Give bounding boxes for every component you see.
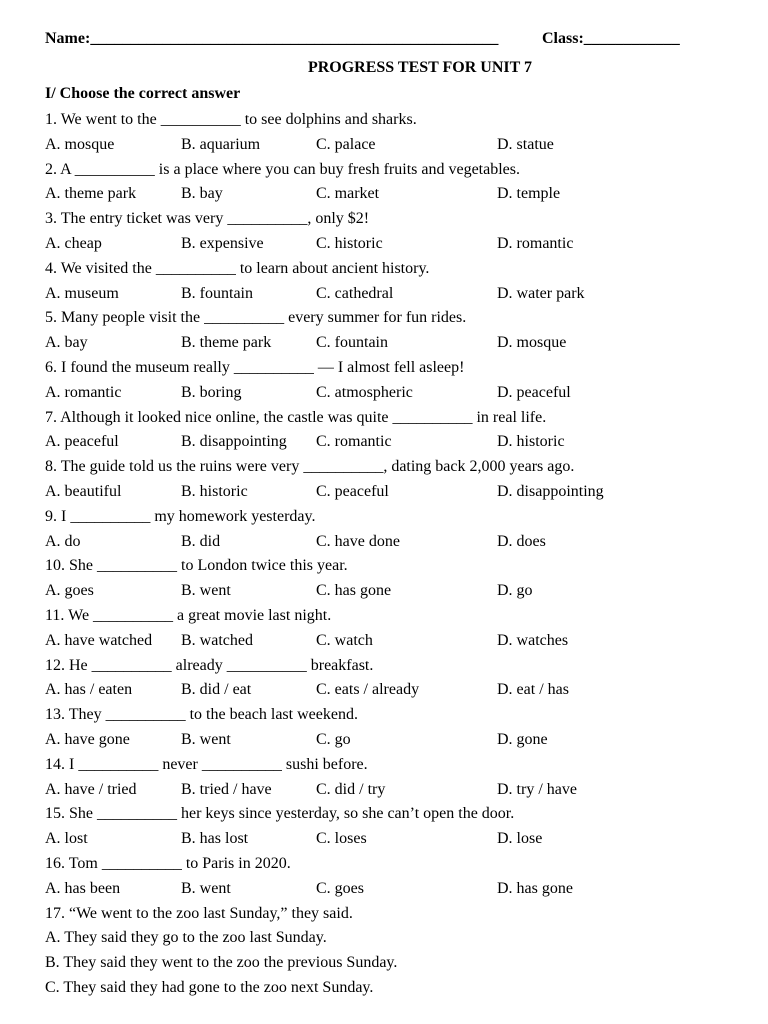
answer-option-a: A. peaceful: [45, 433, 119, 451]
answer-option-a: A. has / eaten: [45, 681, 133, 699]
question-text: 7. Although it looked nice online, the castle was quite __________ in real life.: [45, 408, 547, 426]
answer-option-d: D. romantic: [497, 234, 574, 252]
answer-option-b: B. did: [181, 532, 221, 550]
question-text: 13. They __________ to the beach last weekend.: [45, 706, 358, 724]
answer-option-b: B. disappointing: [181, 433, 287, 451]
question-14: [45, 753, 728, 803]
answer-options: [45, 728, 728, 753]
answer-option-d: D. disappointing: [497, 482, 604, 500]
answer-option-b: B. has lost: [181, 830, 249, 848]
answer-option-a: A. have / tried: [45, 780, 137, 798]
answer-options: [45, 778, 728, 803]
answer-option-d: D. try / have: [497, 780, 577, 798]
question-text: 5. Many people visit the __________ every summer for fun rides.: [45, 309, 467, 327]
answer-option-a: A. bay: [45, 334, 88, 352]
question-7: [45, 406, 728, 456]
question-text: 3. The entry ticket was very __________, only $2!: [45, 210, 370, 228]
question-2: [45, 158, 728, 208]
answer-option-c: C. has gone: [316, 582, 392, 600]
answer-options: [45, 827, 728, 852]
answer-options: [45, 133, 728, 158]
question-13: [45, 703, 728, 753]
question-6: [45, 356, 728, 406]
question-text: 1. We went to the __________ to see dolphins and sharks.: [45, 111, 417, 128]
answer-option-b: B. watched: [181, 631, 253, 649]
answer-option-a: A. have watched: [45, 631, 153, 649]
answer-option-b: B. historic: [181, 482, 248, 500]
answer-option-c: C. market: [316, 185, 380, 203]
answer-option-a: A. theme park: [45, 185, 137, 203]
answer-option-d: D. does: [497, 532, 546, 550]
answer-option-b: B. tried / have: [181, 780, 272, 798]
question-text: 11. We __________ a great movie last night.: [45, 606, 332, 624]
answer-option-c: C. fountain: [316, 334, 388, 352]
answer-option-d: D. peaceful: [497, 383, 571, 401]
answer-options: [45, 877, 728, 902]
answer-option-b: B. expensive: [181, 234, 264, 252]
question-9: [45, 505, 728, 555]
question-5: [45, 306, 728, 356]
question-text: 12. He __________ already __________ breakfast.: [45, 656, 374, 674]
question-text: 15. She __________ her keys since yesterday, so she can’t open the door.: [45, 805, 515, 823]
question-15: [45, 802, 728, 852]
question-text: 2. A __________ is a place where you can buy fresh fruits and vegetables.: [45, 160, 520, 178]
answer-options: [45, 430, 728, 455]
answer-option-b: B. went: [181, 582, 231, 600]
answer-option-b: B. boring: [181, 383, 242, 401]
answer-option-b: B. aquarium: [181, 135, 261, 153]
answer-option-a: A. have gone: [45, 730, 130, 748]
question-text: 14. I __________ never __________ sushi before.: [45, 755, 368, 773]
answer-option-b: B. They said they went to the zoo the previous Sunday.: [45, 954, 398, 972]
answer-option-a: A. beautiful: [45, 482, 122, 500]
answer-option-a: A. romantic: [45, 383, 122, 401]
answer-option-d: D. statue: [497, 135, 554, 153]
answer-options: [45, 678, 728, 703]
answer-options: [45, 381, 728, 406]
answer-option-c: C. did / try: [316, 780, 386, 798]
answer-option-b: B. went: [181, 879, 231, 897]
answer-option-d: D. temple: [497, 185, 561, 203]
question-3: [45, 207, 728, 257]
answer-option-a: A. goes: [45, 582, 94, 600]
question-text: 6. I found the museum really __________ — I almost fell asleep!: [45, 358, 465, 376]
answer-option-a: A. mosque: [45, 135, 115, 153]
question-1: [45, 108, 728, 158]
answer-option-c: C. historic: [316, 234, 383, 252]
answer-option-d: D. watches: [497, 631, 569, 649]
answer-option-d: D. lose: [497, 830, 543, 848]
answer-options: [45, 579, 728, 604]
answer-option-a: A. They said they go to the zoo last Sunday.: [45, 929, 327, 947]
answer-option-c: C. watch: [316, 631, 373, 649]
answer-option-d: D. go: [497, 582, 533, 600]
question-8: [45, 455, 728, 505]
answer-option-b: B. bay: [181, 185, 223, 203]
answer-option-d: D. water park: [497, 284, 585, 302]
answer-option-c: C. They said they had gone to the zoo next Sunday.: [45, 978, 374, 996]
answer-options: [45, 331, 728, 356]
answer-option-c: C. go: [316, 730, 351, 748]
answer-options: [45, 232, 728, 257]
header-row: [45, 30, 728, 56]
answer-option-a: A. cheap: [45, 234, 102, 252]
question-text: 8. The guide told us the ruins were very __________, dating back 2,000 years ago.: [45, 458, 575, 476]
answer-option-b: B. theme park: [181, 334, 272, 352]
section-heading: I/ Choose the correct answer: [45, 85, 241, 102]
answer-option-c: C. romantic: [316, 433, 392, 451]
question-12: [45, 654, 728, 704]
answer-option-c: C. goes: [316, 879, 364, 897]
answer-option-d: D. gone: [497, 730, 548, 748]
answer-option-d: D. eat / has: [497, 681, 569, 699]
question-text: 16. Tom __________ to Paris in 2020.: [45, 854, 291, 872]
answer-options: [45, 629, 728, 654]
answer-option-a: A. do: [45, 532, 81, 550]
answer-options: [45, 530, 728, 555]
answer-option-c: C. loses: [316, 830, 367, 848]
page-title: PROGRESS TEST FOR UNIT 7: [307, 59, 533, 76]
answer-option-a: A. lost: [45, 830, 88, 848]
question-10: [45, 554, 728, 604]
answer-option-c: C. atmospheric: [316, 383, 413, 401]
question-text: 9. I __________ my homework yesterday.: [45, 507, 316, 525]
question-text: 4. We visited the __________ to learn about ancient history.: [45, 259, 430, 277]
answer-option-d: D. has gone: [497, 879, 573, 897]
answer-option-c: C. cathedral: [316, 284, 394, 302]
answer-option-b: B. went: [181, 730, 231, 748]
question-list: [45, 108, 728, 902]
question-text: 10. She __________ to London twice this year.: [45, 557, 348, 575]
answer-option-d: D. historic: [497, 433, 565, 451]
answer-option-a: A. museum: [45, 284, 119, 302]
name-field: Name:___________________________________________________: [45, 30, 499, 47]
question-text: 17. “We went to the zoo last Sunday,” they said.: [45, 904, 353, 922]
question-16: [45, 852, 728, 902]
answer-option-b: B. fountain: [181, 284, 253, 302]
answer-options: [45, 480, 728, 505]
class-field: Class:____________: [542, 30, 680, 47]
answer-option-c: C. eats / already: [316, 681, 420, 699]
answer-options: [45, 182, 728, 207]
answer-option-a: A. has been: [45, 879, 121, 897]
question-11: [45, 604, 728, 654]
answer-option-d: D. mosque: [497, 334, 567, 352]
answer-option-c: C. peaceful: [316, 482, 389, 500]
question-17: [45, 902, 728, 1001]
question-4: [45, 257, 728, 307]
answer-options: [45, 282, 728, 307]
answer-option-b: B. did / eat: [181, 681, 252, 699]
answer-option-c: C. have done: [316, 532, 400, 550]
answer-option-c: C. palace: [316, 135, 376, 153]
